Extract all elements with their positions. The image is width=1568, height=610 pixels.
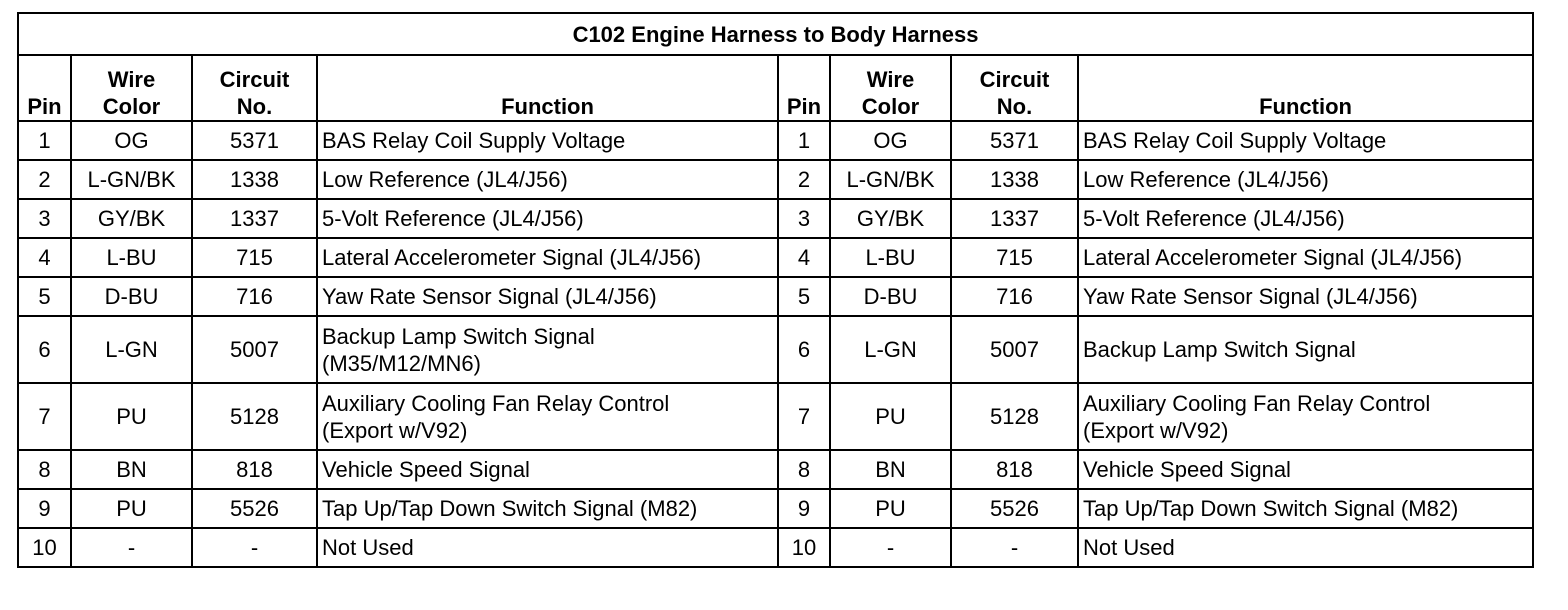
function-cell	[317, 160, 778, 199]
header-wire-color-line1: Wire	[866, 67, 915, 92]
function-text-line: Yaw Rate Sensor Signal (JL4/J56)	[322, 284, 657, 309]
function-cell	[317, 450, 778, 489]
pin-cell: 2	[18, 160, 71, 199]
circuit-no-cell: 5007	[192, 316, 317, 383]
pin-cell: 8	[778, 450, 830, 489]
table-row	[18, 489, 1533, 528]
function-text-line: Backup Lamp Switch Signal	[322, 323, 595, 349]
pin-cell: 4	[18, 238, 71, 277]
wire-color-cell: OG	[830, 121, 951, 160]
wire-color-cell: OG	[71, 121, 192, 160]
circuit-no-cell: 5007	[951, 316, 1078, 383]
circuit-no-cell: 715	[192, 238, 317, 277]
circuit-no-cell: 5128	[192, 383, 317, 450]
pin-rows	[18, 121, 1533, 567]
circuit-no-cell: 1337	[192, 199, 317, 238]
pin-cell: 1	[18, 121, 71, 160]
circuit-no-cell: 716	[951, 277, 1078, 316]
wire-color-cell: BN	[71, 450, 192, 489]
function-cell	[1078, 238, 1533, 277]
function-text-line: BAS Relay Coil Supply Voltage	[322, 128, 626, 153]
function-cell	[317, 383, 778, 450]
function-cell	[317, 277, 778, 316]
circuit-no-cell: 5526	[951, 489, 1078, 528]
function-cell	[317, 199, 778, 238]
circuit-no-cell: 1338	[192, 160, 317, 199]
function-cell	[1078, 316, 1533, 383]
function-cell	[1078, 160, 1533, 199]
wire-color-cell: PU	[830, 489, 951, 528]
pin-cell: 4	[778, 238, 830, 277]
function-text-line: Lateral Accelerometer Signal (JL4/J56)	[1083, 245, 1463, 270]
table-row	[18, 316, 1533, 383]
circuit-no-cell: 715	[951, 238, 1078, 277]
function-text-line: Vehicle Speed Signal	[1083, 457, 1291, 482]
circuit-no-cell: 818	[951, 450, 1078, 489]
function-text-line: Not Used	[322, 535, 414, 560]
function-text-line: 5-Volt Reference (JL4/J56)	[322, 206, 584, 231]
circuit-no-cell: 5526	[192, 489, 317, 528]
header-circuit-no-left	[192, 55, 317, 121]
pin-cell: 6	[778, 316, 830, 383]
pin-cell: 7	[778, 383, 830, 450]
function-cell	[1078, 383, 1533, 450]
table-title: C102 Engine Harness to Body Harness	[18, 13, 1533, 55]
function-cell	[317, 121, 778, 160]
table-row	[18, 450, 1533, 489]
circuit-no-cell: 1338	[951, 160, 1078, 199]
function-cell	[317, 238, 778, 277]
table-row	[18, 121, 1533, 160]
wire-color-cell: L-GN/BK	[830, 160, 951, 199]
table-row	[18, 238, 1533, 277]
function-text-line: Tap Up/Tap Down Switch Signal (M82)	[1083, 496, 1459, 521]
header-wire-color-line2: Color	[861, 94, 920, 119]
wire-color-cell: D-BU	[71, 277, 192, 316]
function-text-line: Lateral Accelerometer Signal (JL4/J56)	[322, 245, 702, 270]
function-cell	[317, 489, 778, 528]
pin-cell: 3	[18, 199, 71, 238]
wire-color-cell: L-GN	[830, 316, 951, 383]
header-circuit-no-line1: Circuit	[979, 67, 1050, 92]
function-text-line: Backup Lamp Switch Signal	[1083, 337, 1356, 362]
function-text-line: (Export w/V92)	[322, 417, 468, 443]
header-circuit-no-line2: No.	[996, 94, 1033, 119]
pin-cell: 1	[778, 121, 830, 160]
wire-color-cell: L-GN	[71, 316, 192, 383]
circuit-no-cell: 1337	[951, 199, 1078, 238]
pin-cell: 6	[18, 316, 71, 383]
table-row	[18, 199, 1533, 238]
table-row	[18, 383, 1533, 450]
circuit-no-cell: 818	[192, 450, 317, 489]
wire-color-cell: GY/BK	[71, 199, 192, 238]
header-wire-color-line1: Wire	[107, 67, 156, 92]
header-row	[18, 55, 1533, 121]
pin-cell: 2	[778, 160, 830, 199]
pin-cell: 3	[778, 199, 830, 238]
header-wire-color-left	[71, 55, 192, 121]
pin-cell: 5	[18, 277, 71, 316]
function-text-line: Yaw Rate Sensor Signal (JL4/J56)	[1083, 284, 1418, 309]
function-cell	[317, 316, 778, 383]
connector-table-sheet	[17, 12, 1532, 568]
header-pin-right: Pin	[778, 55, 830, 121]
wire-color-cell: -	[71, 528, 192, 567]
header-wire-color-line2: Color	[102, 94, 161, 119]
function-text-line: Auxiliary Cooling Fan Relay Control	[1083, 390, 1431, 416]
header-function-left: Function	[317, 55, 778, 121]
pin-cell: 10	[778, 528, 830, 567]
wire-color-cell: PU	[830, 383, 951, 450]
pin-cell: 5	[778, 277, 830, 316]
connector-pinout-table	[17, 12, 1534, 568]
wire-color-cell: L-GN/BK	[71, 160, 192, 199]
header-function-right: Function	[1078, 55, 1533, 121]
header-circuit-no-line2: No.	[236, 94, 273, 119]
function-cell	[1078, 450, 1533, 489]
function-cell	[1078, 489, 1533, 528]
circuit-no-cell: -	[192, 528, 317, 567]
wire-color-cell: BN	[830, 450, 951, 489]
function-text-line: Vehicle Speed Signal	[322, 457, 530, 482]
table-row	[18, 528, 1533, 567]
function-cell	[1078, 121, 1533, 160]
circuit-no-cell: 716	[192, 277, 317, 316]
header-wire-color-right	[830, 55, 951, 121]
circuit-no-cell: 5128	[951, 383, 1078, 450]
wire-color-cell: -	[830, 528, 951, 567]
wire-color-cell: L-BU	[71, 238, 192, 277]
circuit-no-cell: 5371	[951, 121, 1078, 160]
pin-cell: 9	[18, 489, 71, 528]
pin-cell: 8	[18, 450, 71, 489]
function-text-line: Low Reference (JL4/J56)	[322, 167, 568, 192]
function-text-line: 5-Volt Reference (JL4/J56)	[1083, 206, 1345, 231]
circuit-no-cell: -	[951, 528, 1078, 567]
function-cell	[1078, 199, 1533, 238]
function-text-line: (Export w/V92)	[1083, 417, 1229, 443]
function-text-line: (M35/M12/MN6)	[322, 350, 481, 376]
table-row	[18, 277, 1533, 316]
function-cell	[1078, 277, 1533, 316]
pin-cell: 9	[778, 489, 830, 528]
table-row	[18, 160, 1533, 199]
function-text-line: Auxiliary Cooling Fan Relay Control	[322, 390, 670, 416]
header-pin-left: Pin	[18, 55, 71, 121]
wire-color-cell: D-BU	[830, 277, 951, 316]
pin-cell: 10	[18, 528, 71, 567]
function-text-line: Low Reference (JL4/J56)	[1083, 167, 1329, 192]
function-text-line: BAS Relay Coil Supply Voltage	[1083, 128, 1387, 153]
circuit-no-cell: 5371	[192, 121, 317, 160]
wire-color-cell: L-BU	[830, 238, 951, 277]
header-circuit-no-line1: Circuit	[219, 67, 290, 92]
header-circuit-no-right	[951, 55, 1078, 121]
function-text-line: Not Used	[1083, 535, 1175, 560]
function-text-line: Tap Up/Tap Down Switch Signal (M82)	[322, 496, 698, 521]
wire-color-cell: GY/BK	[830, 199, 951, 238]
wire-color-cell: PU	[71, 489, 192, 528]
pin-cell: 7	[18, 383, 71, 450]
function-cell	[1078, 528, 1533, 567]
wire-color-cell: PU	[71, 383, 192, 450]
function-cell	[317, 528, 778, 567]
